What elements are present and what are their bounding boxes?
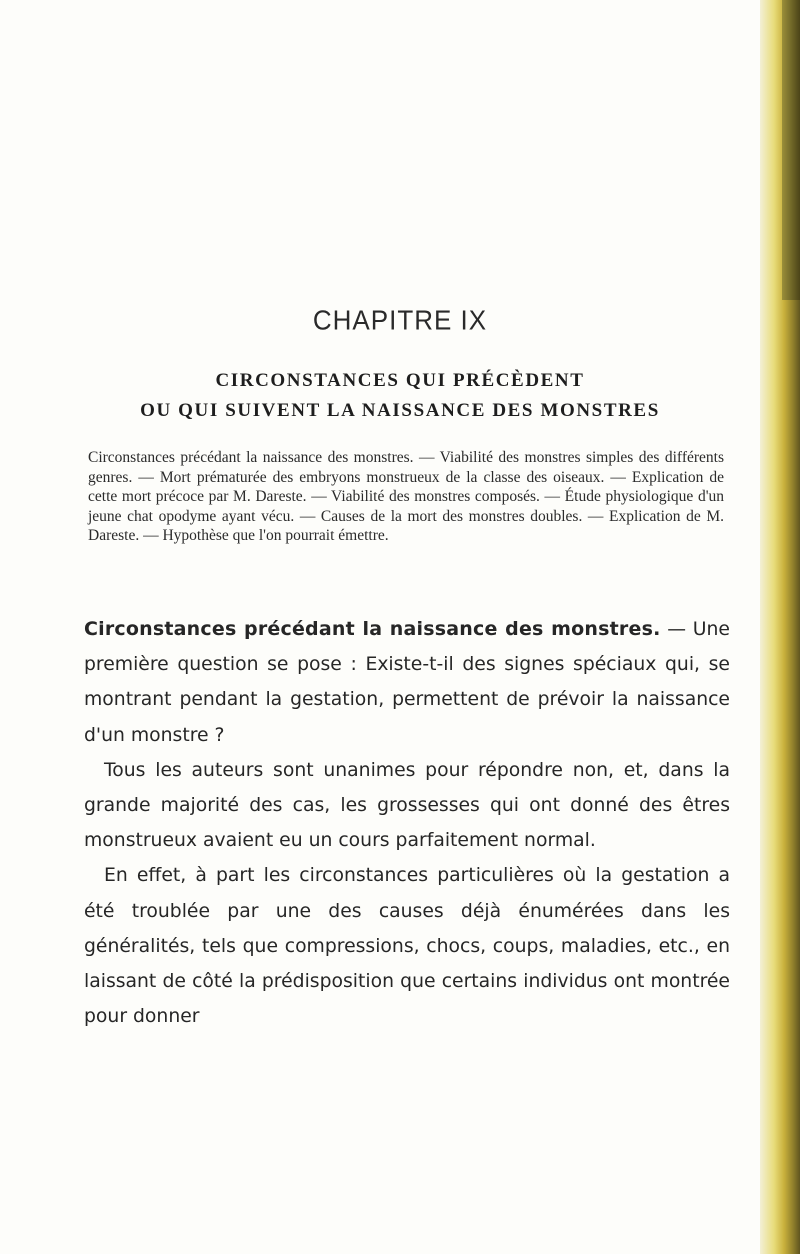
chapter-heading-line2: OU QUI SUIVENT LA NAISSANCE DES MONSTRES [140,400,660,421]
page-edge-dark [782,0,800,300]
paragraph-1-text: — Une première question se pose : Existe-t-il des signes spéciaux qui, se montrant pendant la gestation, permettent de prévoir la naissance d'un monstre ? [84,619,730,746]
body-text [84,612,730,1034]
section-lead-title: Circonstances précédant la naissance des monstres. [84,618,661,640]
chapter-title: CHAPITRE IX [312,304,488,336]
paragraph-3: En effet, à part les circonstances particulières où la gestation a été troublée par une des causes déjà énumérées dans les généralités, tels que compressions, chocs, coups, maladies, etc., en laissant de côté la prédisposition que certains individus ont montrée pour donner [84,865,730,1028]
chapter-heading-line1: CIRCONSTANCES QUI PRÉCÈDENT [215,370,585,391]
chapter-summary: Circonstances précédant la naissance des monstres. — Viabilité des monstres simples des différents genres. — Mort prématurée des embryons monstrueux de la classe des oiseaux. — Explication de cette mort précoce par M. Dareste. — Viabilité des monstres composés. — Étude physiologique d'un jeune chat opodyme ayant vécu. — Causes de la mort des monstres doubles. — Explication de M. Dareste. — Hypothèse que l'on pourrait émettre. [88,449,724,545]
paragraph-2: Tous les auteurs sont unanimes pour répondre non, et, dans la grande majorité des cas, les grossesses qui ont donné des êtres monstrueux avaient eu un cours parfaitement normal. [84,759,730,852]
paragraph-1 [84,612,730,753]
